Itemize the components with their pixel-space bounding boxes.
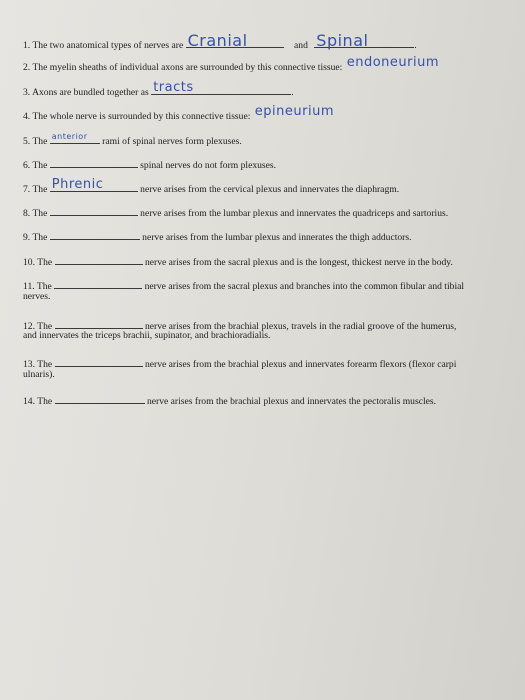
answer-blank[interactable] bbox=[54, 278, 142, 289]
handwritten-answer: tracts bbox=[153, 80, 194, 95]
question-text: The bbox=[32, 208, 48, 219]
question-4 bbox=[23, 104, 345, 123]
question-11-continuation bbox=[23, 291, 50, 303]
question-text: spinal nerves do not form plexuses. bbox=[140, 160, 277, 171]
question-6 bbox=[23, 157, 276, 172]
answer-blank[interactable] bbox=[50, 205, 138, 216]
question-text: nerves. bbox=[23, 291, 51, 302]
answer-blank[interactable] bbox=[186, 31, 284, 50]
question-text: . bbox=[291, 87, 294, 98]
question-text: . bbox=[414, 40, 417, 51]
question-number: 3. bbox=[23, 87, 31, 98]
question-text: The bbox=[37, 257, 53, 268]
question-text: nerve arises from the cervical plexus and innervates the diaphragm. bbox=[140, 184, 400, 195]
question-text: and bbox=[294, 40, 308, 51]
handwritten-answer: Spinal bbox=[316, 31, 369, 50]
handwritten-answer: Cranial bbox=[187, 31, 248, 50]
handwritten-answer: anterior bbox=[51, 132, 88, 141]
question-text: nerve arises from the brachial plexus and innervates forearm flexors (flexor carpi bbox=[144, 359, 457, 370]
question-text: nerve arises from the brachial plexus, travels in the radial groove of the humerus, bbox=[144, 321, 457, 332]
answer-blank[interactable] bbox=[55, 356, 143, 367]
answer-blank[interactable] bbox=[55, 254, 143, 265]
question-number: 8. bbox=[23, 208, 31, 219]
question-number: 11. bbox=[23, 281, 35, 292]
question-number: 10. bbox=[23, 257, 35, 268]
question-text: The bbox=[37, 321, 53, 332]
question-text: The two anatomical types of nerves are bbox=[32, 40, 184, 51]
question-8 bbox=[23, 205, 448, 220]
handwritten-answer: epineurium bbox=[254, 104, 334, 119]
question-5 bbox=[23, 133, 242, 148]
question-10 bbox=[23, 254, 453, 269]
answer-blank[interactable] bbox=[55, 393, 145, 404]
question-number: 12. bbox=[23, 321, 35, 332]
answer-blank[interactable] bbox=[314, 31, 414, 50]
answer-blank[interactable] bbox=[50, 177, 138, 192]
answer-blank[interactable] bbox=[50, 157, 138, 168]
question-text: ulnaris). bbox=[23, 369, 55, 380]
answer-blank[interactable] bbox=[50, 229, 140, 240]
question-text: and innervates the triceps brachii, supinator, and brachioradialis. bbox=[23, 330, 271, 341]
answer-blank[interactable] bbox=[345, 55, 453, 70]
question-1 bbox=[23, 31, 417, 52]
question-11 bbox=[23, 278, 464, 293]
handwritten-answer: Phrenic bbox=[51, 177, 104, 192]
question-text: nerve arises from the lumbar plexus and innerates the thigh adductors. bbox=[142, 232, 412, 243]
question-text: The whole nerve is surrounded by this connective tissue: bbox=[32, 111, 251, 122]
question-number: 5. bbox=[23, 136, 31, 147]
question-text: nerve arises from the brachial plexus and innervates the pectoralis muscles. bbox=[146, 396, 437, 407]
question-9 bbox=[23, 229, 412, 244]
answer-blank[interactable] bbox=[151, 80, 291, 95]
question-number: 4. bbox=[23, 111, 31, 122]
answer-blank[interactable] bbox=[253, 104, 345, 119]
question-number: 14. bbox=[23, 396, 35, 407]
question-12-continuation bbox=[23, 330, 270, 342]
question-text: The bbox=[32, 136, 48, 147]
question-number: 6. bbox=[23, 160, 31, 171]
question-number: 9. bbox=[23, 232, 31, 243]
question-text: The bbox=[36, 281, 52, 292]
handwritten-answer: endoneurium bbox=[346, 55, 439, 70]
question-13 bbox=[23, 356, 456, 371]
question-7 bbox=[23, 177, 400, 196]
question-13-continuation bbox=[23, 369, 55, 381]
question-text: The myelin sheaths of individual axons are surrounded by this connective tissue: bbox=[32, 62, 343, 73]
question-text: nerve arises from the sacral plexus and is the longest, thickest nerve in the body. bbox=[144, 257, 453, 268]
question-text: The bbox=[32, 232, 48, 243]
question-text: nerve arises from the sacral plexus and branches into the common fibular and tibial bbox=[144, 281, 465, 292]
answer-blank[interactable] bbox=[50, 133, 100, 144]
question-number: 13. bbox=[23, 359, 35, 370]
question-text: Axons are bundled together as bbox=[32, 87, 149, 98]
question-text: The bbox=[37, 359, 53, 370]
question-text: The bbox=[37, 396, 53, 407]
question-number: 1. bbox=[23, 40, 31, 51]
question-text: The bbox=[32, 160, 48, 171]
answer-blank[interactable] bbox=[55, 318, 143, 329]
question-number: 2. bbox=[23, 62, 31, 73]
question-3 bbox=[23, 80, 294, 99]
question-14 bbox=[23, 393, 436, 408]
question-text: rami of spinal nerves form plexuses. bbox=[102, 136, 242, 147]
question-text: nerve arises from the lumbar plexus and innervates the quadriceps and sartorius. bbox=[140, 208, 449, 219]
question-2 bbox=[23, 55, 453, 74]
question-number: 7. bbox=[23, 184, 31, 195]
question-text: The bbox=[32, 184, 48, 195]
